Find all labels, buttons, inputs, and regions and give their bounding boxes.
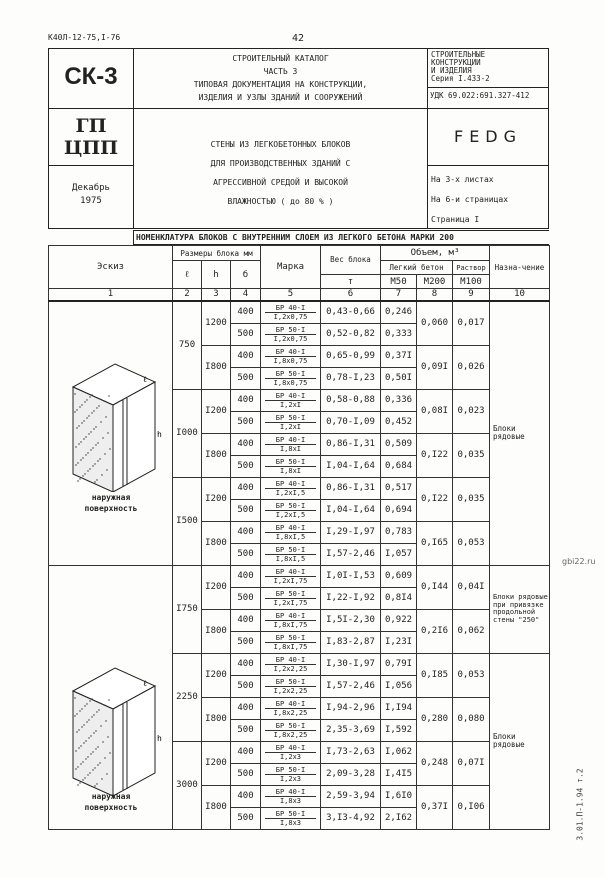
m100-cell: 0,080 (453, 697, 490, 741)
m100-cell: 0,062 (453, 609, 490, 653)
column-number: 6 (321, 289, 381, 301)
title-line: СТЕНЫ ИЗ ЛЕГКОБЕТОННЫХ БЛОКОВ (210, 140, 351, 149)
m200-cell: 0,08I (417, 389, 453, 433)
mark-size: I,2x2,25 (273, 664, 308, 673)
thickness-cell: 400 (231, 609, 261, 631)
mark-size: I,2xI,5 (275, 488, 306, 497)
m200-cell: 0,280 (417, 697, 453, 741)
m50-cell: 0,609 (381, 565, 417, 587)
mark-cell (261, 697, 321, 719)
mark-cell (261, 587, 321, 609)
m200-cell: 0,09I (417, 345, 453, 389)
mark-cell (261, 609, 321, 631)
weight-cell: I,29-I,97 (321, 521, 381, 543)
column-number: 2 (173, 289, 202, 301)
height-cell: I800 (202, 785, 231, 829)
mark-cell (261, 653, 321, 675)
mark-size: I,8xI,75 (273, 642, 308, 651)
org-line: ЦПП (63, 137, 119, 159)
m50-cell: I,056 (381, 675, 417, 697)
weight-cell: 0,52-0,82 (321, 323, 381, 345)
mark-size: I,2xI (279, 422, 302, 431)
height-cell: I200 (202, 565, 231, 609)
table-row (49, 565, 550, 587)
column-number: 1 (49, 289, 173, 301)
code-stamp: FEDG (427, 108, 549, 166)
m50-cell: 0,336 (381, 389, 417, 411)
mark-code: БР 40-I (265, 612, 316, 621)
mark-code: БР 50-I (265, 370, 316, 379)
thickness-cell: 400 (231, 477, 261, 499)
height-cell: I200 (202, 389, 231, 433)
thickness-cell: 500 (231, 411, 261, 433)
mark-code: БР 40-I (265, 392, 316, 401)
m200-cell: 0,I44 (417, 565, 453, 609)
mark-size: I,2xI (279, 400, 302, 409)
series-line: Серия I.433-2 (431, 74, 490, 83)
mark-size: I,8xI (279, 444, 302, 453)
date-year: 1975 (80, 196, 102, 206)
height-cell: I800 (202, 521, 231, 565)
svg-text:ℓ: ℓ (143, 374, 147, 384)
mark-cell (261, 367, 321, 389)
m50-cell: 0,8I4 (381, 587, 417, 609)
mark-cell (261, 345, 321, 367)
title-line: ВЛАЖНОСТЬЮ ( до 80 % ) (227, 197, 334, 206)
m50-cell: 0,333 (381, 323, 417, 345)
mark-cell (261, 741, 321, 763)
column-number: 9 (453, 289, 490, 301)
udk-code: УДК 69.022:691.327-412 (428, 87, 548, 100)
m50-cell: I,057 (381, 543, 417, 565)
mark-size: I,2x3 (279, 774, 302, 783)
mark-cell (261, 807, 321, 829)
height-cell: I200 (202, 477, 231, 521)
mark-size: I,8x0,75 (273, 378, 308, 387)
thickness-cell: 400 (231, 785, 261, 807)
title-line: АГРЕССИВНОЙ СРЕДОЙ И ВЫСОКОЙ (213, 178, 348, 187)
thickness-cell: 500 (231, 367, 261, 389)
thickness-cell: 400 (231, 301, 261, 324)
weight-cell: I,0I-I,53 (321, 565, 381, 587)
mark-code: БР 50-I (265, 414, 316, 423)
mark-size: I,8x3 (279, 818, 302, 827)
m100-cell: 0,017 (453, 301, 490, 346)
header-m200: М200 (417, 275, 453, 289)
page-number: 42 (292, 33, 305, 44)
mark-size: I,2xI,5 (275, 510, 306, 519)
mark-cell (261, 433, 321, 455)
weight-cell: I,04-I,64 (321, 499, 381, 521)
m50-cell: 0,452 (381, 411, 417, 433)
m200-cell: 0,060 (417, 301, 453, 346)
column-number: 8 (417, 289, 453, 301)
series-line: И ИЗДЕЛИЯ (431, 66, 472, 75)
m100-cell: 0,026 (453, 345, 490, 389)
column-number: 3 (202, 289, 231, 301)
weight-cell: I,94-2,96 (321, 697, 381, 719)
m50-cell: 0,50I (381, 367, 417, 389)
mark-code: БР 50-I (265, 590, 316, 599)
mark-size: I,8xI,5 (275, 532, 306, 541)
header-sizes: Размеры блока мм (173, 246, 261, 261)
length-cell: 750 (173, 301, 202, 390)
mark-size: I,8x3 (279, 796, 302, 805)
thickness-cell: 400 (231, 433, 261, 455)
mark-code: БР 50-I (265, 810, 316, 819)
sketch-caption: наружная поверхность (84, 492, 138, 513)
m100-cell: 0,035 (453, 477, 490, 521)
block-sketch-icon (55, 646, 165, 796)
m50-cell: 2,I62 (381, 807, 417, 829)
m50-cell: 0,79I (381, 653, 417, 675)
weight-cell: I,22-I,92 (321, 587, 381, 609)
catalog-title-box (133, 48, 428, 109)
header-mark: Марка (261, 246, 321, 289)
mark-code: БР 40-I (265, 568, 316, 577)
mark-size: I,2x0,75 (273, 334, 308, 343)
thickness-cell: 500 (231, 763, 261, 785)
m200-cell: 0,I22 (417, 477, 453, 521)
title-line: ДЛЯ ПРОИЗВОДСТВЕННЫХ ЗДАНИЙ С (210, 159, 351, 168)
mark-code: БР 50-I (265, 458, 316, 467)
series-box (427, 48, 549, 109)
m200-cell: 0,I85 (417, 653, 453, 697)
table-row (49, 301, 550, 324)
catalog-line: ЧАСТЬ 3 (263, 67, 298, 76)
thickness-cell: 500 (231, 719, 261, 741)
thickness-cell: 400 (231, 521, 261, 543)
header-volume: Объем, м³ (381, 246, 490, 261)
purpose-cell: Блоки рядовые при привязке продольной стены "250" (490, 565, 550, 653)
mark-size: I,8xI (279, 466, 302, 475)
weight-cell: 0,70-I,09 (321, 411, 381, 433)
document-title-box (133, 108, 428, 229)
thickness-cell: 400 (231, 741, 261, 763)
header-b: б (231, 261, 261, 289)
mark-size: I,8xI,5 (275, 554, 306, 563)
m50-cell: I,592 (381, 719, 417, 741)
mark-code: БР 40-I (265, 788, 316, 797)
weight-cell: I,57-2,46 (321, 543, 381, 565)
m50-cell: 0,694 (381, 499, 417, 521)
svg-text:h: h (157, 733, 162, 743)
thickness-cell: 500 (231, 631, 261, 653)
catalog-line: СТРОИТЕЛЬНЫЙ КАТАЛОГ (232, 54, 329, 63)
mark-cell (261, 499, 321, 521)
pages-count: На 6-и страницах (431, 195, 509, 204)
header-sketch: Эскиз (49, 246, 173, 289)
org-line: ГП (75, 115, 107, 137)
column-number: 10 (490, 289, 550, 301)
nomenclature-table (48, 245, 550, 830)
mark-size: I,8xI,75 (273, 620, 308, 629)
m50-cell: 0,684 (381, 455, 417, 477)
header-weight: Вес блока (321, 246, 381, 275)
height-cell: I800 (202, 697, 231, 741)
mark-cell (261, 389, 321, 411)
mark-cell (261, 675, 321, 697)
length-cell: I000 (173, 389, 202, 477)
vertical-code: 3.01.П-1.94 т.2 (575, 768, 585, 841)
mark-code: БР 50-I (265, 326, 316, 335)
thickness-cell: 400 (231, 345, 261, 367)
m50-cell: 0,517 (381, 477, 417, 499)
mark-code: БР 40-I (265, 304, 316, 313)
weight-cell: 0,43-0,66 (321, 301, 381, 324)
thickness-cell: 400 (231, 565, 261, 587)
m100-cell: 0,I06 (453, 785, 490, 829)
catalog-code: СК-3 (64, 63, 118, 90)
mark-code: БР 40-I (265, 436, 316, 445)
weight-cell: I,04-I,64 (321, 455, 381, 477)
length-cell: 3000 (173, 741, 202, 829)
sketch-caption: наружная поверхность (84, 791, 138, 812)
mark-cell (261, 323, 321, 345)
height-cell: I800 (202, 609, 231, 653)
m50-cell: I,23I (381, 631, 417, 653)
mark-code: БР 40-I (265, 744, 316, 753)
height-cell: 1200 (202, 301, 231, 346)
height-cell: I200 (202, 741, 231, 785)
catalog-code-box (48, 48, 134, 109)
thickness-cell: 500 (231, 807, 261, 829)
m50-cell: I,4I5 (381, 763, 417, 785)
mark-code: БР 40-I (265, 480, 316, 489)
thickness-cell: 400 (231, 653, 261, 675)
mark-size: I,8x2,25 (273, 730, 308, 739)
mark-cell (261, 763, 321, 785)
weight-cell: 2,09-3,28 (321, 763, 381, 785)
mark-cell (261, 785, 321, 807)
weight-cell: 0,65-0,99 (321, 345, 381, 367)
m100-cell: 0,023 (453, 389, 490, 433)
thickness-cell: 500 (231, 543, 261, 565)
mark-cell (261, 521, 321, 543)
length-cell: I750 (173, 565, 202, 653)
m200-cell: 0,I22 (417, 433, 453, 477)
mark-size: I,2x0,75 (273, 312, 308, 321)
mark-code: БР 50-I (265, 546, 316, 555)
weight-cell: I,83-2,87 (321, 631, 381, 653)
mark-code: БР 50-I (265, 766, 316, 775)
block-sketch-icon (55, 342, 165, 492)
mark-cell (261, 301, 321, 324)
org-box (48, 108, 134, 166)
m50-cell: I,I94 (381, 697, 417, 719)
header-purpose: Назна-чение (490, 246, 550, 289)
m50-cell: 0,922 (381, 609, 417, 631)
header-light-concrete: Легкий бетон (381, 261, 453, 275)
m100-cell: 0,04I (453, 565, 490, 609)
catalog-line: ИЗДЕЛИЯ И УЗЛЫ ЗДАНИЙ И СООРУЖЕНИЙ (198, 93, 363, 102)
mark-size: I,2xI,75 (273, 598, 308, 607)
header-l: ℓ (173, 261, 202, 289)
m50-cell: 0,37I (381, 345, 417, 367)
m50-cell: 0,783 (381, 521, 417, 543)
table-title: НОМЕНКЛАТУРА БЛОКОВ С ВНУТРЕННИМ СЛОЕМ ИЗ ЛЕГКОГО БЕТОНА МАРКИ 200 (133, 230, 549, 245)
mark-cell (261, 411, 321, 433)
mark-code: БР 50-I (265, 502, 316, 511)
height-cell: I800 (202, 345, 231, 389)
weight-cell: I,5I-2,30 (321, 609, 381, 631)
m50-cell: I,062 (381, 741, 417, 763)
header-h: h (202, 261, 231, 289)
column-number: 7 (381, 289, 417, 301)
mark-cell (261, 477, 321, 499)
column-number: 4 (231, 289, 261, 301)
mark-cell (261, 455, 321, 477)
svg-text:h: h (157, 429, 162, 439)
mark-code: БР 40-I (265, 656, 316, 665)
mark-cell (261, 543, 321, 565)
thickness-cell: 500 (231, 675, 261, 697)
weight-cell: 3,I3-4,92 (321, 807, 381, 829)
m50-cell: 0,509 (381, 433, 417, 455)
mark-size: I,2x3 (279, 752, 302, 761)
thickness-cell: 400 (231, 389, 261, 411)
weight-cell: I,57-2,46 (321, 675, 381, 697)
length-cell: 2250 (173, 653, 202, 741)
thickness-cell: 500 (231, 587, 261, 609)
mark-size: I,2x2,25 (273, 686, 308, 695)
m100-cell: 0,053 (453, 521, 490, 565)
date-box (48, 165, 134, 229)
header-weight-unit: т (321, 275, 381, 289)
sketch-cell (49, 301, 173, 566)
thickness-cell: 500 (231, 499, 261, 521)
mark-size: I,2xI,75 (273, 576, 308, 585)
mark-size: I,8x0,75 (273, 356, 308, 365)
purpose-cell: Блоки рядовые (490, 301, 550, 566)
series-line: СТРОИТЕЛЬНЫЕ (431, 50, 486, 59)
catalog-line: ТИПОВАЯ ДОКУМЕНТАЦИЯ НА КОНСТРУКЦИИ, (193, 80, 368, 89)
mark-cell (261, 565, 321, 587)
svg-text:ℓ: ℓ (143, 678, 147, 688)
m100-cell: 0,035 (453, 433, 490, 477)
m50-cell: I,6I0 (381, 785, 417, 807)
m50-cell: 0,246 (381, 301, 417, 324)
weight-cell: 2,59-3,94 (321, 785, 381, 807)
purpose-cell: Блоки рядовые (490, 653, 550, 829)
mark-code: БР 50-I (265, 634, 316, 643)
watermark: gbi22.ru (562, 557, 596, 566)
thickness-cell: 500 (231, 455, 261, 477)
m200-cell: 0,2I6 (417, 609, 453, 653)
series-line: КОНСТРУКЦИИ (431, 58, 481, 67)
weight-cell: 0,86-I,31 (321, 477, 381, 499)
weight-cell: I,73-2,63 (321, 741, 381, 763)
length-cell: I500 (173, 477, 202, 565)
weight-cell: 0,86-I,31 (321, 433, 381, 455)
height-cell: I200 (202, 653, 231, 697)
mark-code: БР 40-I (265, 348, 316, 357)
date-month: Декабрь (72, 183, 110, 193)
weight-cell: 0,78-I,23 (321, 367, 381, 389)
mark-code: БР 50-I (265, 722, 316, 731)
header-m50: М50 (381, 275, 417, 289)
sheets-box (427, 165, 549, 229)
m200-cell: 0,I65 (417, 521, 453, 565)
current-page: Страница I (431, 215, 480, 224)
mark-size: I,8x2,25 (273, 708, 308, 717)
document-code: К40Л-12-75,I-76 (48, 33, 121, 42)
m200-cell: 0,248 (417, 741, 453, 785)
mark-code: БР 40-I (265, 524, 316, 533)
sheets-count: На 3-х листах (431, 175, 494, 184)
thickness-cell: 400 (231, 697, 261, 719)
column-number: 5 (261, 289, 321, 301)
height-cell: I800 (202, 433, 231, 477)
mark-code: БР 40-I (265, 700, 316, 709)
thickness-cell: 500 (231, 323, 261, 345)
header-m100: М100 (453, 275, 490, 289)
m100-cell: 0,07I (453, 741, 490, 785)
header-mortar: Раствор (453, 261, 490, 275)
weight-cell: 0,58-0,88 (321, 389, 381, 411)
sketch-cell (49, 565, 173, 829)
m100-cell: 0,053 (453, 653, 490, 697)
mark-cell (261, 719, 321, 741)
weight-cell: 2,35-3,69 (321, 719, 381, 741)
weight-cell: I,30-I,97 (321, 653, 381, 675)
mark-cell (261, 631, 321, 653)
m200-cell: 0,37I (417, 785, 453, 829)
mark-code: БР 50-I (265, 678, 316, 687)
